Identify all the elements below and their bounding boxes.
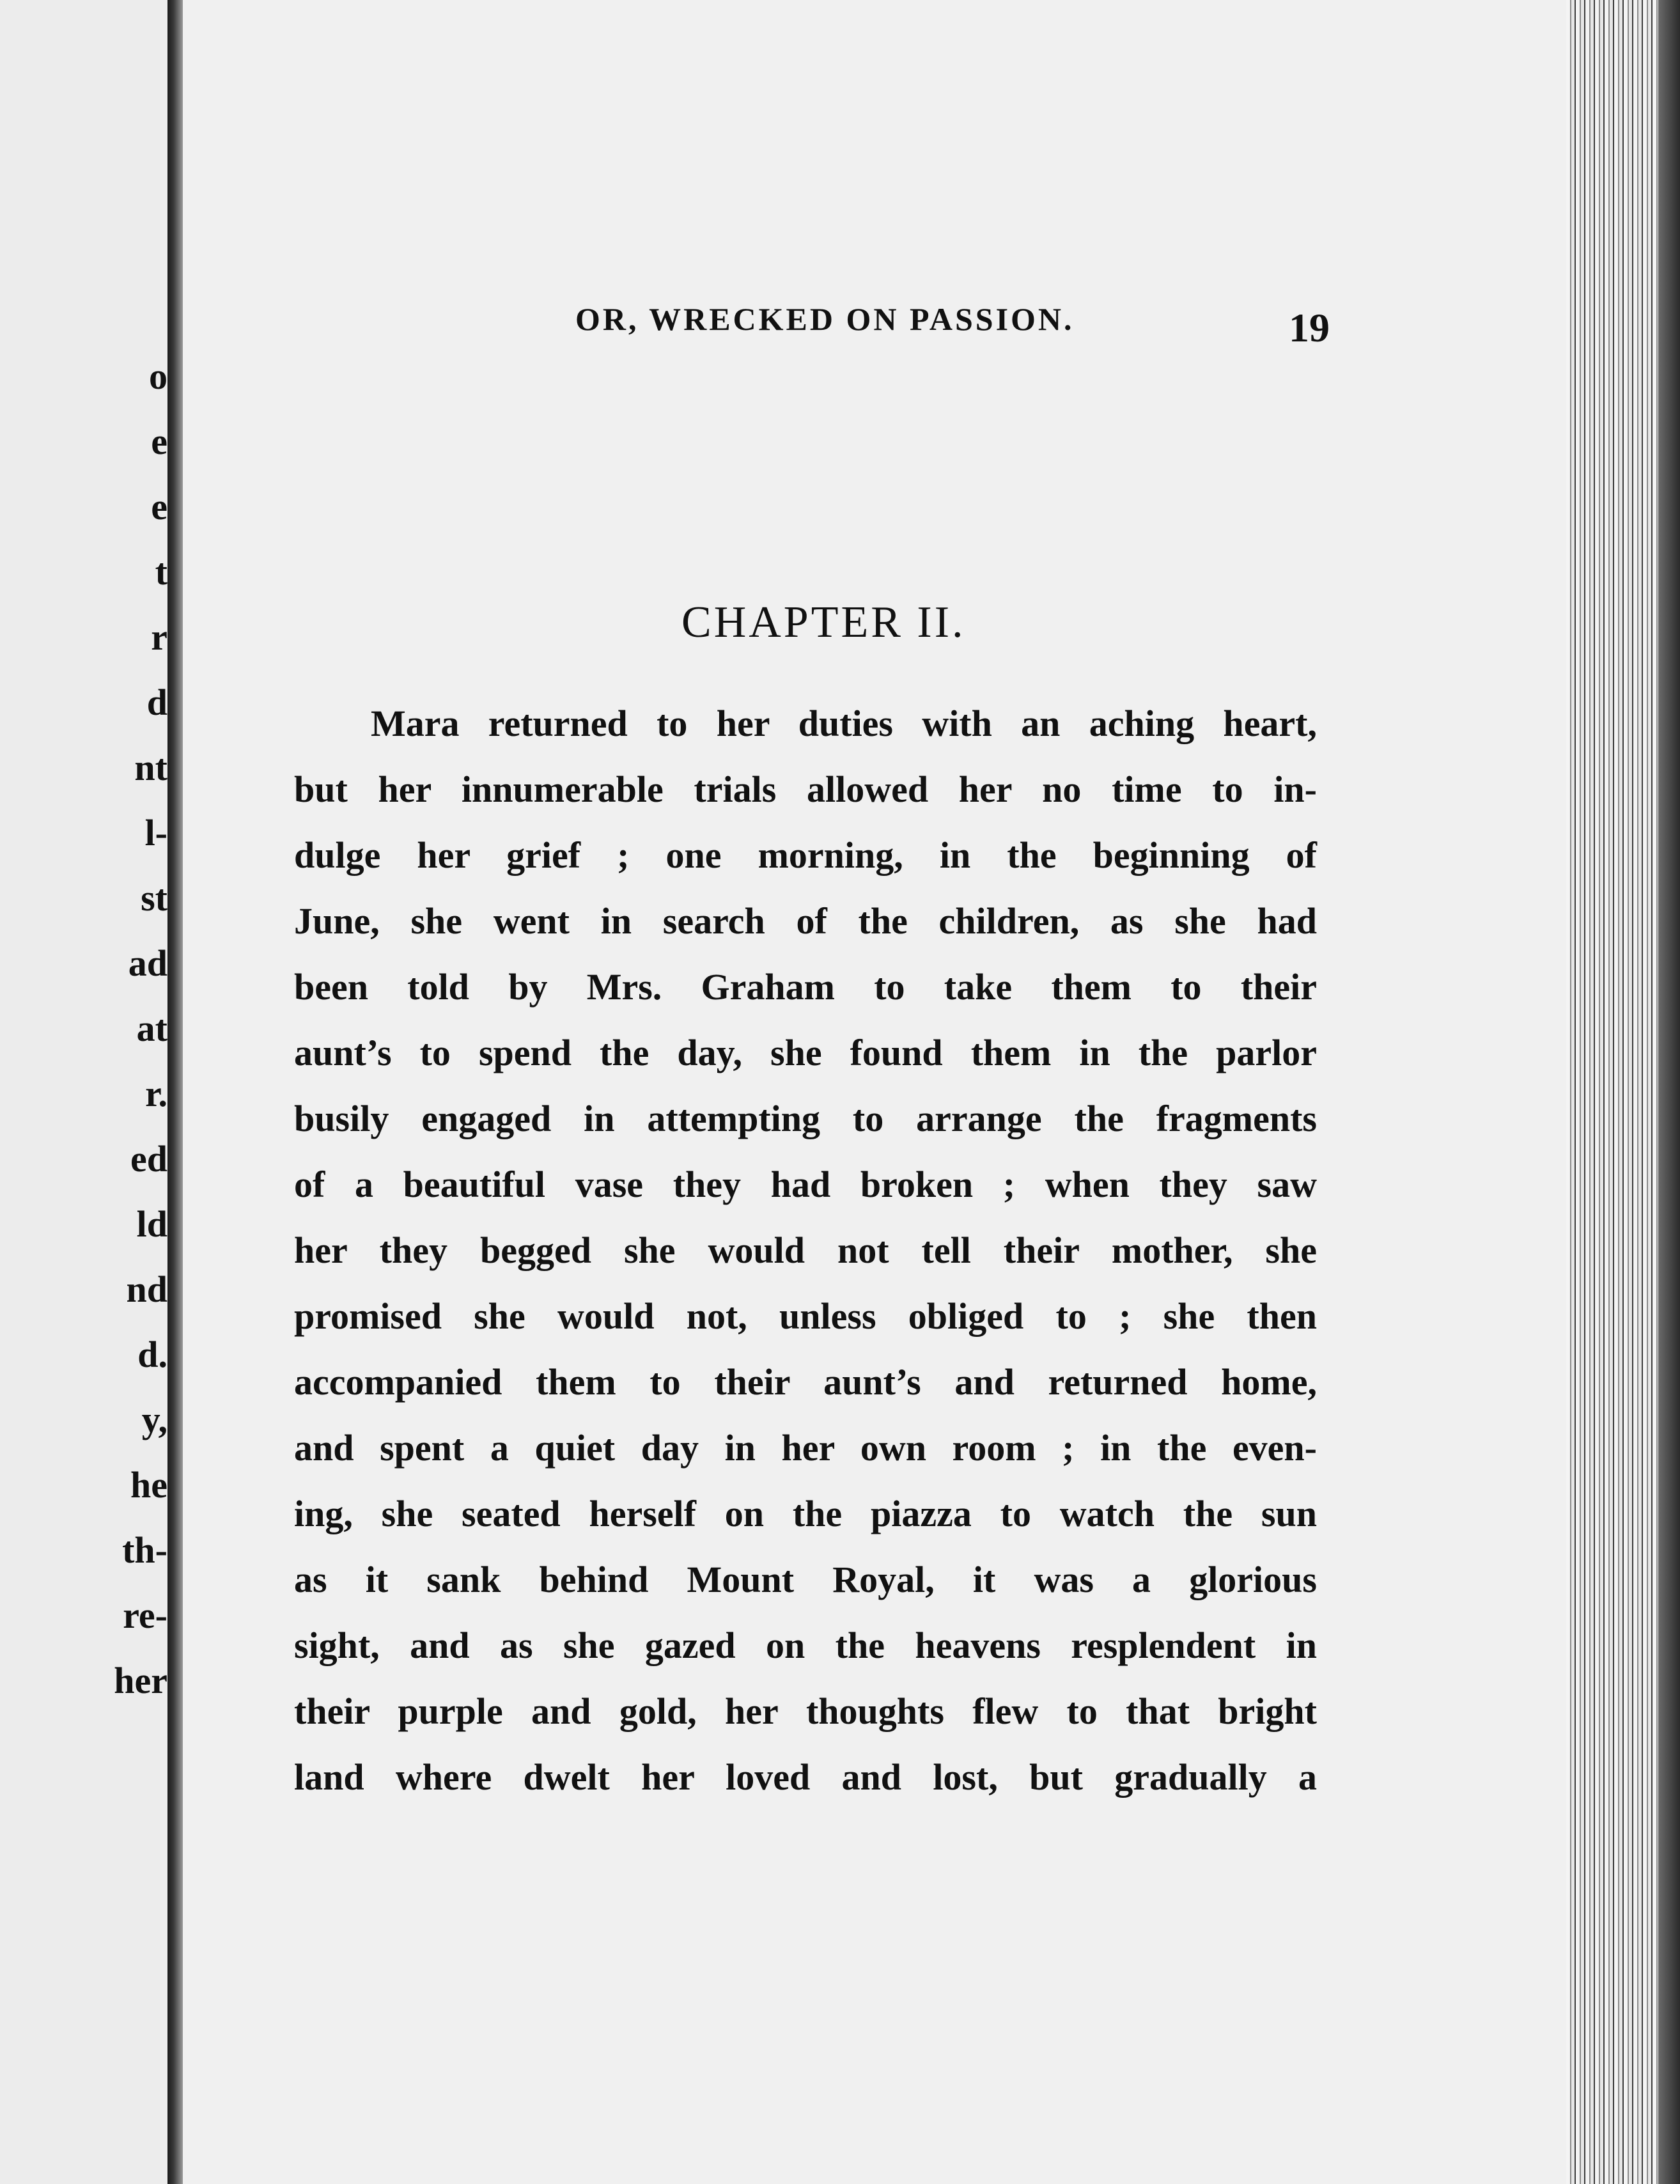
text-line: as it sank behind Mount Royal, it was a glorious <box>294 1559 1317 1600</box>
text-line: but her innumerable trials allowed her no time to in- <box>294 768 1317 810</box>
page-number: 19 <box>1289 305 1330 350</box>
text-line: promised she would not, unless obliged to ; she then <box>294 1295 1317 1337</box>
text-line: busily engaged in attempting to arrange the fragments <box>294 1098 1317 1139</box>
left-page-fragment: st <box>141 877 167 919</box>
book-page-edges <box>1566 0 1680 2184</box>
left-page-fragment: th- <box>122 1529 167 1571</box>
left-page-fragment: her <box>114 1660 167 1701</box>
text-line: of a beautiful vase they had broken ; when they saw <box>294 1164 1317 1205</box>
left-page-fragment: y, <box>141 1399 167 1440</box>
text-line: accompanied them to their aunt’s and returned home, <box>294 1361 1317 1403</box>
left-page-fragment: d. <box>137 1334 167 1375</box>
left-page-fragment: e <box>151 421 167 462</box>
chapter-heading: CHAPTER II. <box>681 598 966 647</box>
running-title: OR, WRECKED ON PASSION. <box>575 301 1075 337</box>
body-text <box>294 690 1317 1810</box>
left-page-fragment: nt <box>134 747 167 788</box>
left-page-fragment: he <box>130 1464 167 1506</box>
left-page-fragment: re- <box>123 1595 167 1636</box>
text-line: ing, she seated herself on the piazza to watch the sun <box>294 1493 1317 1534</box>
text-line: their purple and gold, her thoughts flew to that bright <box>294 1690 1317 1732</box>
left-page-fragment: ld <box>136 1203 167 1245</box>
left-page-fragment: r <box>151 616 167 658</box>
left-page-fragment: t <box>155 551 167 593</box>
left-facing-page <box>0 0 167 2184</box>
left-page-fragment: r. <box>145 1073 167 1114</box>
text-line: been told by Mrs. Graham to take them to their <box>294 966 1317 1008</box>
left-page-fragment: ed <box>130 1138 167 1180</box>
left-page-fragment: o <box>149 355 167 397</box>
text-line: dulge her grief ; one morning, in the beginning of <box>294 834 1317 876</box>
left-page-fragment: l- <box>144 812 167 854</box>
text-line: and spent a quiet day in her own room ; in the even- <box>294 1427 1317 1469</box>
left-page-fragment: ad <box>128 942 167 984</box>
text-line: June, she went in search of the children, as she had <box>294 900 1317 942</box>
left-page-fragment: d <box>146 682 167 723</box>
left-page-fragment: e <box>151 486 167 527</box>
text-line: Mara returned to her duties with an aching heart, <box>371 703 1317 744</box>
gutter-shadow <box>167 0 183 2184</box>
text-line: her they begged she would not tell their mother, she <box>294 1229 1317 1271</box>
left-page-fragment: at <box>136 1008 167 1049</box>
text-line: sight, and as she gazed on the heavens resplendent in <box>294 1625 1317 1666</box>
text-line: land where dwelt her loved and lost, but gradually a <box>294 1756 1317 1798</box>
left-page-fragment: nd <box>126 1268 167 1310</box>
text-line: aunt’s to spend the day, she found them in the parlor <box>294 1032 1317 1073</box>
